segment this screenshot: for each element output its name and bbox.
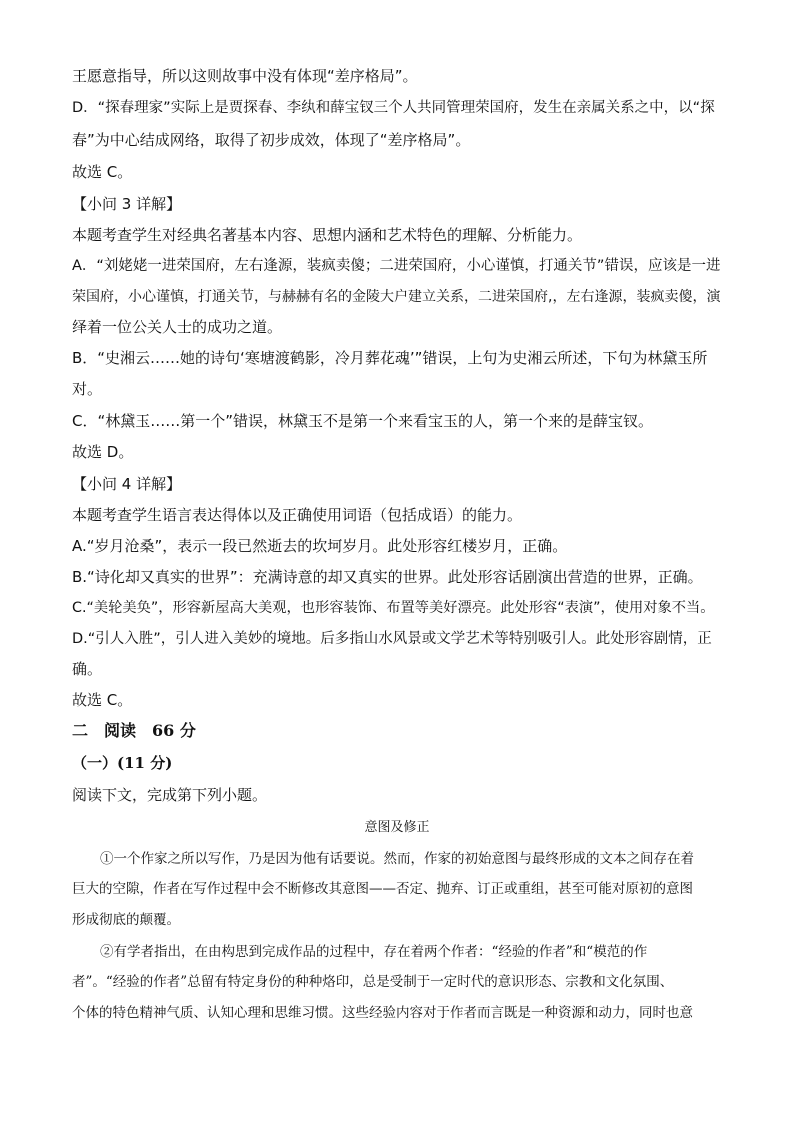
text-line: D.“引人入胜”，引人进入美妙的境地。后多指山水风景或文学艺术等特别吸引人。此处形容剧情，正 — [72, 631, 712, 647]
text-line: B.“诗化却又真实的世界”：充满诗意的却又真实的世界。此处形容话剧演出营造的世界，正确。 — [72, 568, 703, 586]
text-line: A.“岁月沧桑”，表示一段已然逝去的坎坷岁月。此处形容红楼岁月，正确。 — [72, 537, 568, 555]
text-line: 【小问 4 详解】 — [72, 475, 182, 493]
text-line: A．“刘姥姥一进荣国府，左右逢源，装疯卖傻；二进荣国府，小心谨慎，打通关节”错误，应该是一进 — [72, 258, 721, 274]
sub-heading: （一）(11 分) — [72, 754, 173, 772]
article-line: 个体的特色精神气质、认知心理和思维习惯。这些经验内容对于作者而言既是一种资源和动力，同时也意 — [72, 1005, 693, 1021]
article-title: 意图及修正 — [364, 820, 430, 835]
text-line: 对。 — [72, 380, 103, 398]
article-line: 形成彻底的颠覆。 — [72, 912, 180, 928]
text-line: 故选 C。 — [72, 691, 133, 709]
text-line: B．“史湘云……她的诗句‘寒塘渡鹤影，冷月葬花魂’”错误，上句为史湘云所述，下句为林黛玉所 — [72, 349, 708, 367]
text-line: 确。 — [72, 660, 103, 678]
text-line: 【小问 3 详解】 — [72, 195, 182, 213]
instruction-text: 阅读下文，完成第下列小题。 — [72, 786, 268, 804]
text-line: 王愿意指导，所以这则故事中没有体现“差序格局”。 — [72, 67, 418, 85]
text-line: 绎着一位公关人士的成功之道。 — [72, 318, 283, 336]
text-line: D．“探春理家”实际上是贾探春、李纨和薛宝钗三个人共同管理荣国府，发生在亲属关系之中，以“探 — [72, 100, 715, 116]
text-line: 春”为中心结成网络，取得了初步成效，体现了“差序格局”。 — [72, 131, 471, 149]
text-line: 故选 D。 — [72, 443, 134, 461]
section-heading: 二 阅读 66 分 — [72, 721, 196, 740]
text-line: 故选 C。 — [72, 163, 133, 181]
article-line: 巨大的空隙，作者在写作过程中会不断修改其意图——否定、抛弃、订正或重组，甚至可能对原初的意图 — [72, 881, 693, 897]
text-line: C．“林黛玉……第一个”错误，林黛玉不是第一个来看宝玉的人，第一个来的是薛宝钗。 — [72, 412, 654, 430]
text-line: 本题考查学生对经典名著基本内容、思想内涵和艺术特色的理解、分析能力。 — [72, 226, 583, 244]
text-line: 本题考查学生语言表达得体以及正确使用词语（包括成语）的能力。 — [72, 506, 523, 524]
article-line: 者”。“经验的作者”总留有特定身份的种种烙印，总是受制于一定时代的意识形态、宗教和文化氛围、 — [72, 974, 674, 990]
text-line: 荣国府，小心谨慎，打通关节，与赫赫有名的金陵大户建立关系，二进荣国府,，左右逢源，装疯卖傻，演 — [72, 289, 721, 305]
text-line: C.“美轮美奂”，形容新屋高大美观，也形容装饰、布置等美好漂亮。此处形容“表演”，使用对象不当。 — [72, 600, 715, 616]
article-line: ①一个作家之所以写作，乃是因为他有话要说。然而，作家的初始意图与最终形成的文本之间存在着 — [100, 851, 694, 867]
article-line: ②有学者指出，在由构思到完成作品的过程中，存在着两个作者：“经验的作者”和“模范的作 — [100, 944, 648, 960]
